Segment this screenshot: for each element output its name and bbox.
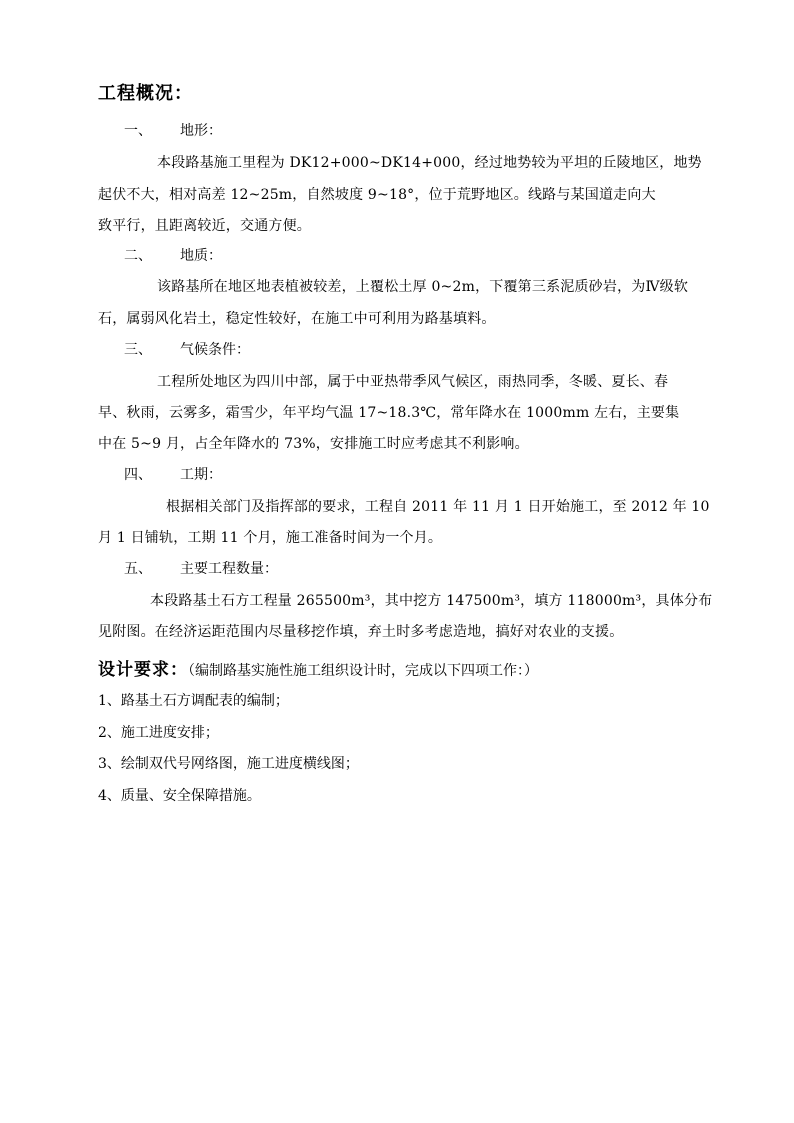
- section-5-number: 五、: [124, 561, 152, 577]
- design-requirements-heading: 设计要求：: [98, 660, 188, 680]
- section-5-line-2: 见附图。在经济运距范围内尽量移挖作填，弃土时多考虑造地，搞好对农业的支援。: [98, 624, 624, 640]
- section-3-line-3: 中在 5~9 月，占全年降水的 73%，安排施工时应考虑其不利影响。: [98, 436, 529, 452]
- section-1-title: 地形：: [180, 123, 222, 139]
- section-1-label: [124, 120, 222, 140]
- section-2-label: [124, 245, 222, 265]
- section-5-line-1: 本段路基土石方工程量 265500m³，其中挖方 147500m³，填方 118000m³，具体分布: [150, 593, 713, 609]
- section-4-title: 工期：: [180, 467, 222, 483]
- section-2-title: 地质：: [180, 248, 222, 264]
- design-requirements-note: （编制路基实施性施工组织设计时，完成以下四项工作：）: [188, 663, 538, 679]
- section-3-label: [124, 339, 250, 359]
- section-3-title: 气候条件：: [180, 342, 250, 358]
- requirement-item-4: 4、质量、安全保障措施。: [98, 788, 261, 804]
- section-4-line-2: 月 1 日铺轨，工期 11 个月，施工准备时间为一个月。: [98, 530, 443, 546]
- section-3-line-1: 工程所处地区为四川中部，属于中亚热带季风气候区，雨热同季，冬暖、夏长、春: [157, 374, 669, 390]
- section-4-line-1: 根据相关部门及指挥部的要求，工程自 2011 年 11 月 1 日开始施工，至 2012 年 10: [166, 499, 710, 515]
- requirement-item-3: 3、绘制双代号网络图，施工进度横线图；: [98, 756, 359, 772]
- section-heading-overview: 工程概况：: [98, 83, 193, 104]
- requirement-item-1: 1、路基土石方调配表的编制；: [98, 693, 289, 709]
- section-5-label: [124, 558, 278, 578]
- section-5-title: 主要工程数量：: [180, 561, 278, 577]
- section-3-line-2: 早、秋雨，云雾多，霜雪少，年平均气温 17~18.3℃，常年降水在 1000mm 左右，主要集: [98, 405, 680, 421]
- section-3-number: 三、: [124, 342, 152, 358]
- section-1-line-2: 起伏不大，相对高差 12~25m，自然坡度 9~18°，位于荒野地区。线路与某国道走向大: [98, 187, 656, 203]
- requirement-item-2: 2、施工进度安排；: [98, 725, 219, 741]
- section-2-number: 二、: [124, 248, 152, 264]
- section-4-number: 四、: [124, 467, 152, 483]
- section-2-line-1: 该路基所在地区地表植被较差，上覆松土厚 0~2m，下覆第三系泥质砂岩，为Ⅳ级软: [157, 279, 689, 295]
- section-1-line-1: 本段路基施工里程为 DK12+000~DK14+000，经过地势较为平坦的丘陵地区，地势: [157, 155, 702, 171]
- section-1-number: 一、: [124, 123, 152, 139]
- design-requirements-heading-row: [98, 655, 538, 680]
- section-4-label: [124, 464, 222, 484]
- section-2-line-2: 石，属弱风化岩土，稳定性较好，在施工中可利用为路基填料。: [98, 311, 496, 327]
- section-1-line-3: 致平行，且距离较近，交通方便。: [98, 218, 311, 234]
